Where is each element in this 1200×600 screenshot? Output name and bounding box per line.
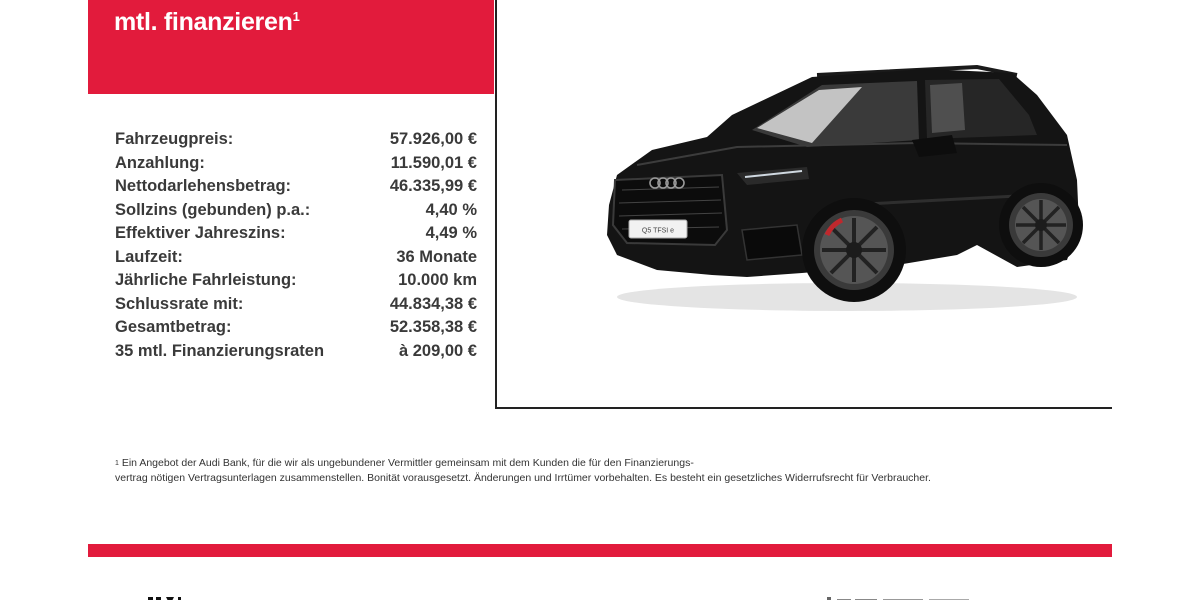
finance-value: 52.358,38 € [389,318,477,336]
finance-label: Effektiver Jahreszins: [115,224,286,242]
finance-value: 4,49 % [425,224,477,242]
finance-row [115,246,477,270]
footnote-line-2: vertrag nötigen Vertragsunterlagen zusammenstellen. Bonität vorausgesetzt. Änderungen und Irrtümer vorbehalten. Es besteht ein gesetzliches Widerrufsrecht für Verbraucher. [115,472,931,484]
finance-row [115,152,477,176]
car-image [597,55,1087,325]
finance-label: 35 mtl. Finanzierungsraten [115,341,325,360]
brand-logo-icon [815,592,995,600]
footnote-text: Ein Angebot der Audi Bank, für die wir als ungebundener Vermittler gemeinsam mit dem Kunden die für den Finanzierungs- [118,457,694,469]
footnote-marker: 1 [115,460,119,467]
finance-label: Schlussrate mit: [115,294,244,313]
finance-label: Gesamtbetrag: [115,318,232,336]
finance-row [115,175,477,199]
finance-title [114,8,300,37]
finance-label: Sollzins (gebunden) p.a.: [115,200,311,219]
finance-header [88,0,494,94]
finance-value: 10.000 km [398,271,477,289]
finance-row [115,199,477,223]
finance-row [115,222,477,246]
finance-label: Jährliche Fahrleistung: [115,271,297,289]
vehicle-image-frame [495,0,1112,409]
finance-value: 46.335,99 € [389,177,477,195]
footnote-line-1 [115,456,1115,471]
finance-row [115,128,477,152]
finance-value: 4,40 % [425,200,477,219]
finance-value: 36 Monate [396,247,477,266]
finance-table [115,128,477,363]
finance-title-text: mtl. finanzieren [114,8,293,36]
finance-value: à 209,00 € [399,341,477,360]
finance-row [115,269,477,293]
finance-label: Anzahlung: [115,153,205,172]
finance-value: 11.590,01 € [390,153,477,172]
finance-label: Nettodarlehensbetrag: [115,177,292,195]
footer-bar [88,544,1112,557]
finance-row [115,293,477,317]
dealer-logo-icon [140,592,250,600]
footnote [115,456,1115,486]
footnote-marker: 1 [292,9,300,24]
finance-value: 44.834,38 € [389,294,477,313]
finance-label: Laufzeit: [115,247,183,266]
plate-text: Q5 TFSI e [641,227,675,235]
finance-value: 57.926,00 € [389,130,477,148]
finance-row [115,340,477,364]
finance-label: Fahrzeugpreis: [115,130,234,148]
finance-row [115,316,477,340]
